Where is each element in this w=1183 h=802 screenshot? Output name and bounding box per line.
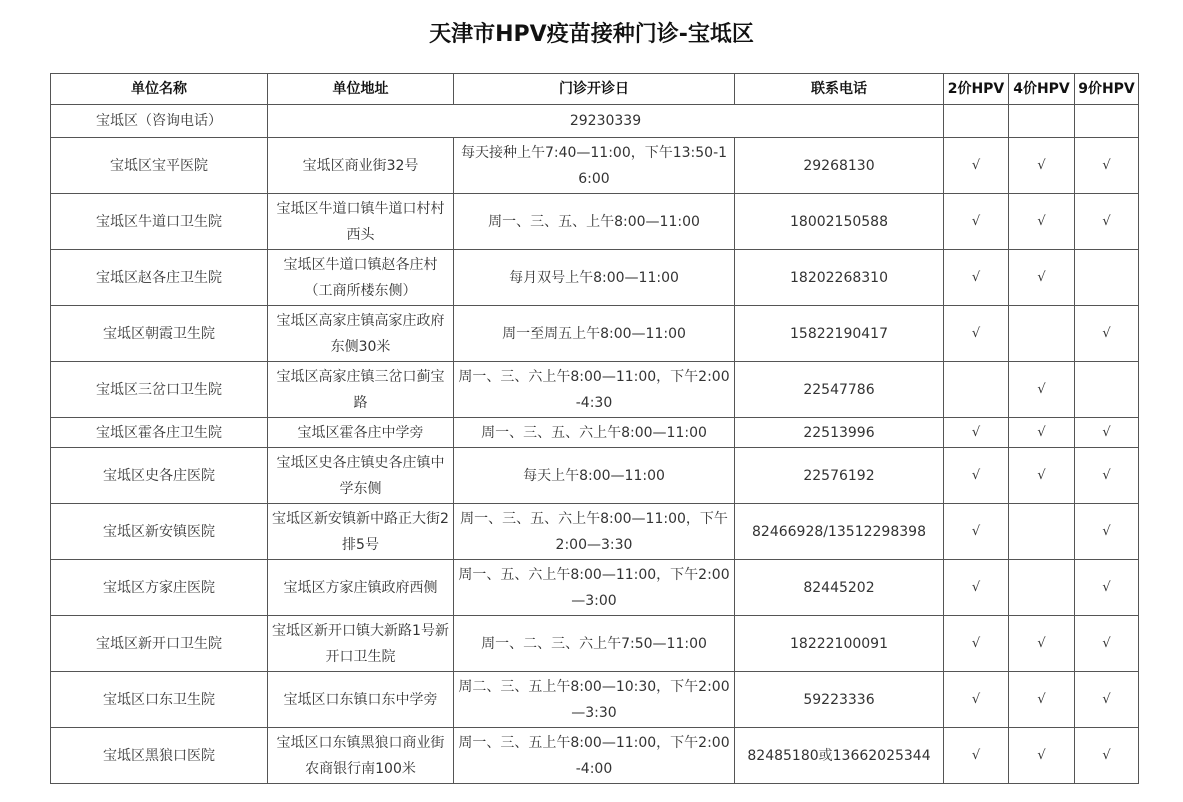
hpv4-mark: √ (1009, 616, 1075, 672)
clinic-name: 宝坻区黑狼口医院 (51, 728, 268, 784)
clinic-address: 宝坻区方家庄镇政府西侧 (268, 560, 454, 616)
clinic-address: 宝坻区口东镇黑狼口商业街农商银行南100米 (268, 728, 454, 784)
consult-empty-cell (1009, 105, 1075, 138)
consult-empty-cell (944, 105, 1009, 138)
hpv4-mark (1009, 560, 1075, 616)
hpv9-mark: √ (1075, 448, 1139, 504)
clinic-days: 周一至周五上午8:00—11:00 (454, 306, 735, 362)
consult-label: 宝坻区（咨询电话） (51, 105, 268, 138)
clinic-phone: 18202268310 (735, 250, 944, 306)
header-hpv9: 9价HPV (1075, 74, 1139, 105)
hpv9-mark: √ (1075, 194, 1139, 250)
clinic-name: 宝坻区牛道口卫生院 (51, 194, 268, 250)
clinic-days: 周一、五、六上午8:00—11:00，下午2:00—3:00 (454, 560, 735, 616)
clinic-name: 宝坻区朝霞卫生院 (51, 306, 268, 362)
consult-empty-cell (1075, 105, 1139, 138)
clinic-phone: 82466928/13512298398 (735, 504, 944, 560)
hpv4-mark (1009, 306, 1075, 362)
header-hpv2: 2价HPV (944, 74, 1009, 105)
clinic-phone: 22513996 (735, 418, 944, 448)
hpv4-mark: √ (1009, 728, 1075, 784)
clinic-address: 宝坻区史各庄镇史各庄镇中学东侧 (268, 448, 454, 504)
table-row (51, 138, 1139, 194)
clinic-name: 宝坻区赵各庄卫生院 (51, 250, 268, 306)
consult-phone-row (51, 105, 1139, 138)
header-name: 单位名称 (51, 74, 268, 105)
hpv4-mark: √ (1009, 448, 1075, 504)
clinic-name: 宝坻区新安镇医院 (51, 504, 268, 560)
table-row (51, 250, 1139, 306)
hpv2-mark: √ (944, 448, 1009, 504)
table-row (51, 194, 1139, 250)
hpv2-mark: √ (944, 138, 1009, 194)
table-row (51, 504, 1139, 560)
hpv2-mark: √ (944, 250, 1009, 306)
header-phone: 联系电话 (735, 74, 944, 105)
clinic-days: 每天上午8:00—11:00 (454, 448, 735, 504)
clinic-address: 宝坻区高家庄镇高家庄政府东侧30米 (268, 306, 454, 362)
table-row (51, 560, 1139, 616)
hpv9-mark: √ (1075, 560, 1139, 616)
clinic-name: 宝坻区方家庄医院 (51, 560, 268, 616)
clinic-phone: 59223336 (735, 672, 944, 728)
hpv4-mark: √ (1009, 250, 1075, 306)
clinic-address: 宝坻区牛道口镇赵各庄村（工商所楼东侧） (268, 250, 454, 306)
clinic-phone: 82445202 (735, 560, 944, 616)
hpv2-mark: √ (944, 504, 1009, 560)
clinic-days: 每天接种上午7:40—11:00，下午13:50-16:00 (454, 138, 735, 194)
hpv2-mark: √ (944, 194, 1009, 250)
hpv4-mark: √ (1009, 194, 1075, 250)
clinic-address: 宝坻区商业街32号 (268, 138, 454, 194)
hpv4-mark: √ (1009, 418, 1075, 448)
clinic-address: 宝坻区牛道口镇牛道口村村西头 (268, 194, 454, 250)
hpv9-mark: √ (1075, 418, 1139, 448)
clinic-phone: 22547786 (735, 362, 944, 418)
clinic-phone: 18222100091 (735, 616, 944, 672)
hpv2-mark: √ (944, 728, 1009, 784)
hpv9-mark: √ (1075, 138, 1139, 194)
table-row (51, 362, 1139, 418)
hpv2-mark: √ (944, 560, 1009, 616)
clinic-name: 宝坻区新开口卫生院 (51, 616, 268, 672)
clinic-days: 周二、三、五上午8:00—10:30，下午2:00—3:30 (454, 672, 735, 728)
clinic-phone: 82485180或13662025344 (735, 728, 944, 784)
clinic-days: 周一、三、六上午8:00—11:00，下午2:00-4:30 (454, 362, 735, 418)
table-row (51, 418, 1139, 448)
hpv9-mark: √ (1075, 728, 1139, 784)
hpv9-mark (1075, 250, 1139, 306)
clinic-days: 周一、三、五上午8:00—11:00，下午2:00-4:00 (454, 728, 735, 784)
consult-phone: 29230339 (268, 105, 944, 138)
hpv2-mark: √ (944, 672, 1009, 728)
hpv9-mark: √ (1075, 672, 1139, 728)
clinic-days: 周一、三、五、六上午8:00—11:00 (454, 418, 735, 448)
hpv9-mark: √ (1075, 616, 1139, 672)
clinic-days: 周一、三、五、上午8:00—11:00 (454, 194, 735, 250)
table-row (51, 616, 1139, 672)
clinic-address: 宝坻区新开口镇大新路1号新开口卫生院 (268, 616, 454, 672)
hpv2-mark: √ (944, 418, 1009, 448)
clinic-name: 宝坻区霍各庄卫生院 (51, 418, 268, 448)
clinic-address: 宝坻区霍各庄中学旁 (268, 418, 454, 448)
hpv4-mark: √ (1009, 672, 1075, 728)
hpv9-mark: √ (1075, 306, 1139, 362)
clinic-name: 宝坻区宝平医院 (51, 138, 268, 194)
hpv2-mark (944, 362, 1009, 418)
header-address: 单位地址 (268, 74, 454, 105)
header-hpv4: 4价HPV (1009, 74, 1075, 105)
hpv9-mark (1075, 362, 1139, 418)
page-title: 天津市HPV疫苗接种门诊-宝坻区 (429, 22, 754, 47)
table-row (51, 306, 1139, 362)
clinic-phone: 29268130 (735, 138, 944, 194)
clinic-days: 周一、二、三、六上午7:50—11:00 (454, 616, 735, 672)
hpv9-mark: √ (1075, 504, 1139, 560)
header-row (51, 74, 1139, 105)
clinic-phone: 15822190417 (735, 306, 944, 362)
header-days: 门诊开诊日 (454, 74, 735, 105)
clinic-address: 宝坻区新安镇新中路正大街2排5号 (268, 504, 454, 560)
clinic-address: 宝坻区口东镇口东中学旁 (268, 672, 454, 728)
hpv4-mark: √ (1009, 138, 1075, 194)
hpv2-mark: √ (944, 616, 1009, 672)
clinic-address: 宝坻区高家庄镇三岔口蓟宝路 (268, 362, 454, 418)
hpv4-mark: √ (1009, 362, 1075, 418)
clinic-phone: 18002150588 (735, 194, 944, 250)
table-row (51, 728, 1139, 784)
clinic-name: 宝坻区史各庄医院 (51, 448, 268, 504)
hpv4-mark (1009, 504, 1075, 560)
clinic-days: 每月双号上午8:00—11:00 (454, 250, 735, 306)
clinic-name: 宝坻区三岔口卫生院 (51, 362, 268, 418)
clinic-phone: 22576192 (735, 448, 944, 504)
clinic-table (50, 73, 1139, 784)
clinic-days: 周一、三、五、六上午8:00—11:00，下午2:00—3:30 (454, 504, 735, 560)
hpv2-mark: √ (944, 306, 1009, 362)
clinic-name: 宝坻区口东卫生院 (51, 672, 268, 728)
table-row (51, 448, 1139, 504)
table-row (51, 672, 1139, 728)
